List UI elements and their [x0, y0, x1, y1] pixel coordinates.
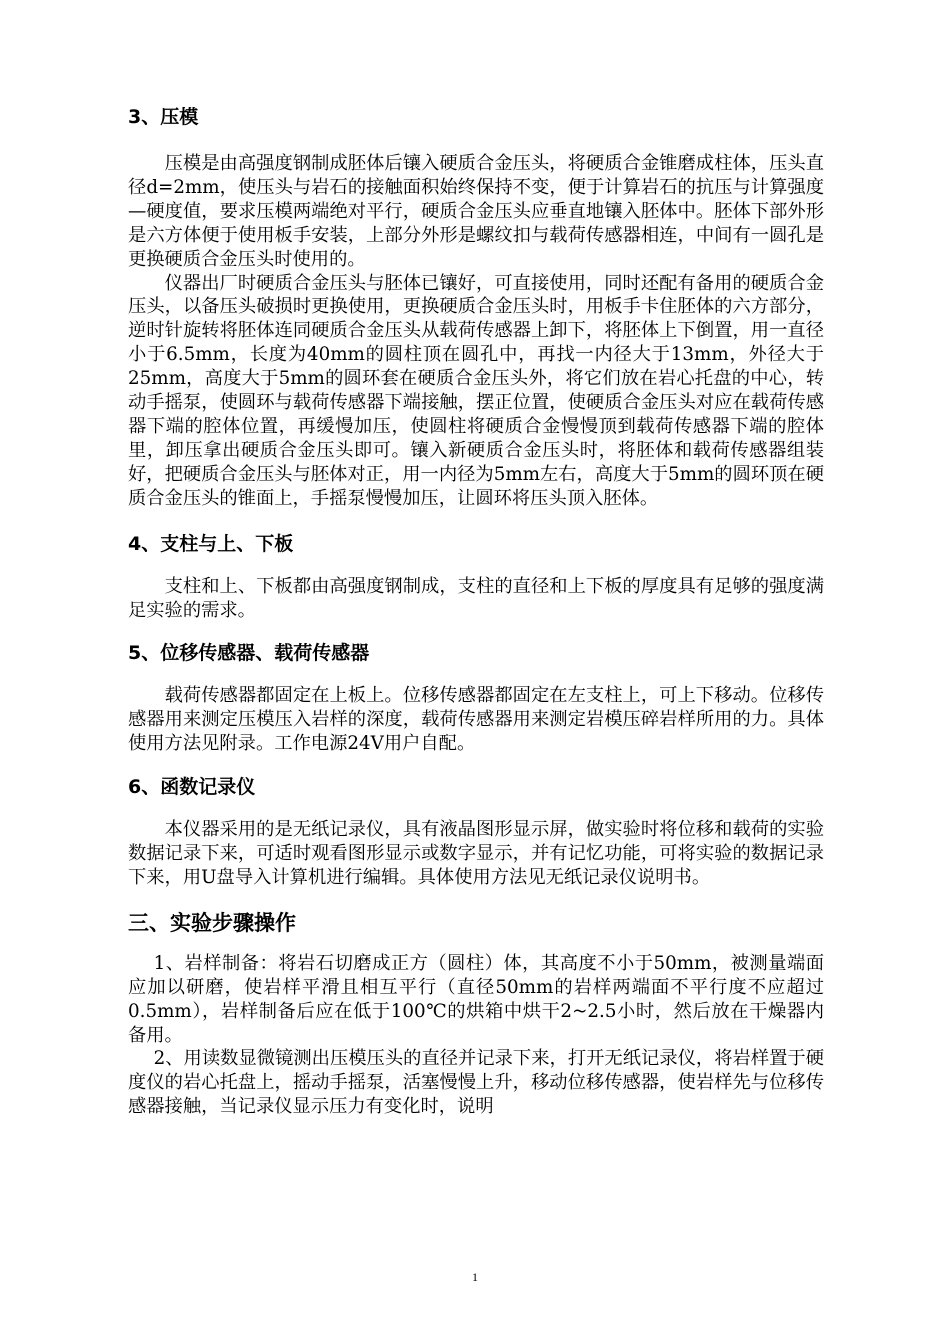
- section-pillars-plates: [128, 531, 824, 623]
- body-paragraph: 载荷传感器都固定在上板上。位移传感器都固定在左支柱上，可上下移动。位移传感器用来测定压模压入岩样的深度，载荷传感器用来测定岩模压碎岩样所用的力。具体使用方法见附录。工作电源24V用户自配。: [128, 685, 824, 755]
- body-paragraph: 仪器出厂时硬质合金压头与胚体已镶好，可直接使用，同时还配有备用的硬质合金压头，以备压头破损时更换使用，更换硬质合金压头时，用板手卡住胚体的六方部分，逆时针旋转将胚体连同硬质合金压头从载荷传感器上卸下，将胚体上下倒置，用一直径小于6.5mm，长度为40mm的圆柱顶在圆孔中，再找一内径大于13mm，外径大于25mm，高度大于5mm的圆环套在硬质合金压头外，将它们放在岩心托盘的中心，转动手摇泵，使圆环与载荷传感器下端接触，摆正位置，使硬质合金压头对应在载荷传感器下端的腔体位置，再缓慢加压，使圆柱将硬质合金慢慢顶到载荷传感器下端的腔体里，卸压拿出硬质合金压头即可。镶入新硬质合金压头时，将胚体和载荷传感器组装好，把硬质合金压头与胚体对正，用一内径为5mm左右，高度大于5mm的圆环顶在硬质合金压头的锥面上，手摇泵慢慢加压，让圆环将压头顶入胚体。: [128, 272, 824, 509]
- section-heading: 4、支柱与上、下板: [128, 532, 294, 555]
- procedure-step: 1、岩样制备：将岩石切磨成正方（圆柱）体，其高度不小于50mm，被测量端面应加以研磨，使岩样平滑且相互平行（直径50mm的岩样两端面不平行度不应超过0.5mm），岩样制备后应在低于100℃的烘箱中烘干2~2.5小时，然后放在干燥器内备用。: [128, 952, 824, 1046]
- section-press-die: [128, 104, 824, 511]
- procedure-step: 2、用读数显微镜测出压模压头的直径并记录下来，打开无纸记录仪，将岩样置于硬度仪的岩心托盘上，摇动手摇泵，活塞慢慢上升，移动位移传感器，使岩样先与位移传感器接触，当记录仪显示压力有变化时，说明: [128, 1048, 824, 1118]
- section-procedure: [128, 908, 824, 1119]
- body-paragraph: 本仪器采用的是无纸记录仪，具有液晶图形显示屏，做实验时将位移和载荷的实验数据记录下来，可适时观看图形显示或数字显示，并有记忆功能，可将实验的数据记录下来，用U盘导入计算机进行编辑。具体使用方法见无纸记录仪说明书。: [128, 819, 824, 888]
- section-heading: 5、位移传感器、载荷传感器: [128, 642, 370, 665]
- section-sensors: [128, 640, 824, 756]
- body-paragraph: 支柱和上、下板都由高强度钢制成，支柱的直径和上下板的厚度具有足够的强度满足实验的需求。: [128, 575, 824, 621]
- section-recorder: [128, 774, 824, 890]
- section-heading: 6、函数记录仪: [128, 776, 256, 799]
- chapter-heading: 三、实验步骤操作: [128, 910, 296, 935]
- body-paragraph: 压模是由高强度钢制成胚体后镶入硬质合金压头，将硬质合金锥磨成柱体，压头直径d=2mm，使压头与岩石的接触面积始终保持不变，便于计算岩石的抗压与计算强度—硬度值，要求压模两端绝对平行，硬质合金压头应垂直地镶入胚体中。胚体下部外形是六方体便于使用板手安装，上部分外形是螺纹扣与载荷传感器相连，中间有一圆孔是更换硬质合金压头时使用的。: [128, 153, 824, 270]
- page-content: [128, 104, 824, 1119]
- section-heading: 3、压模: [128, 106, 199, 128]
- page-number: 1: [472, 1270, 478, 1284]
